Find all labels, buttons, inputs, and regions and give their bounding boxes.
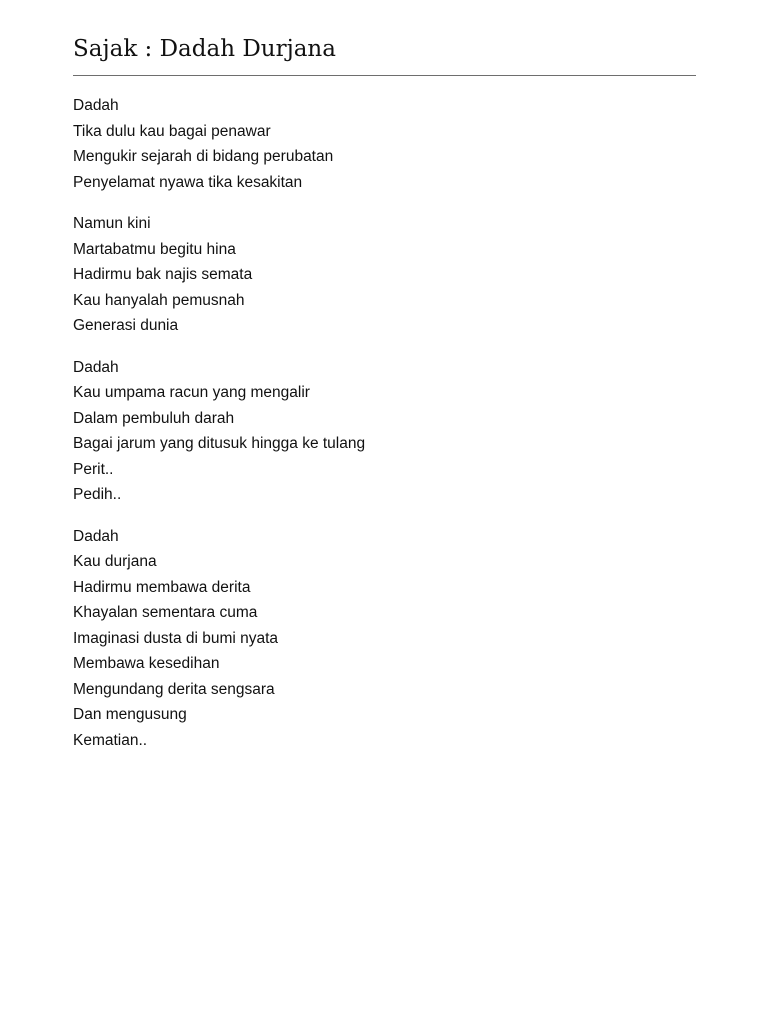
poem-line: Mengundang derita sengsara (73, 680, 275, 698)
poem-line: Kematian.. (73, 731, 148, 749)
poem-line: Martabatmu begitu hina (73, 240, 236, 258)
stanza-3 (73, 355, 693, 508)
poem-line: Penyelamat nyawa tika kesakitan (73, 173, 303, 191)
title-divider (73, 75, 696, 76)
poem-line: Dadah (73, 358, 119, 376)
poem-line: Dadah (73, 97, 119, 114)
poem-line: Tika dulu kau bagai penawar (73, 122, 271, 140)
poem-body (73, 93, 693, 769)
poem-line: Mengukir sejarah di bidang perubatan (73, 148, 334, 165)
poem-line: Imaginasi dusta di bumi nyata (73, 629, 279, 647)
poem-line: Kau durjana (73, 553, 157, 570)
poem-line: Namun kini (73, 215, 151, 232)
poem-line: Kau hanyalah pemusnah (73, 291, 245, 309)
poem-line: Kau umpama racun yang mengalir (73, 384, 310, 401)
stanza-2 (73, 211, 693, 339)
poem-line: Perit.. (73, 460, 114, 478)
page-title: Sajak : Dadah Durjana (73, 36, 336, 62)
poem-line: Dan mengusung (73, 706, 187, 723)
stanza-1 (73, 93, 693, 195)
poem-line: Khayalan sementara cuma (73, 604, 258, 621)
stanza-4 (73, 524, 693, 754)
poem-line: Membawa kesedihan (73, 655, 220, 672)
poem-line: Generasi dunia (73, 317, 179, 334)
poem-line: Dalam pembuluh darah (73, 409, 235, 427)
poem-line: Bagai jarum yang ditusuk hingga ke tulang (73, 435, 366, 452)
poem-line: Hadirmu bak najis semata (73, 266, 253, 283)
poem-line: Hadirmu membawa derita (73, 578, 251, 596)
poem-line: Dadah (73, 527, 119, 545)
poem-line: Pedih.. (73, 486, 122, 503)
